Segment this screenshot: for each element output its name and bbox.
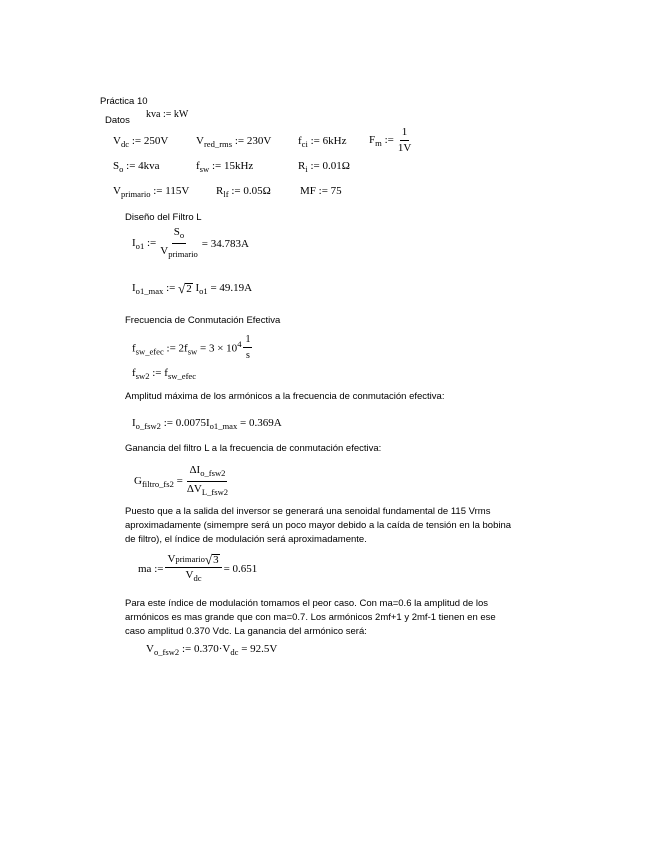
fm-equation: $F_m$ := $\frac{1}{1V}$ — [369, 126, 412, 154]
fsw-efec-equation: $f_{sw\_efec}$ := $2f_{sw} = 3 \times 10^4$ $\frac{1}{s}$ — [132, 334, 251, 361]
gfiltro-equation: $G_{filtro\_fs2}$ = $\frac{\Delta I_{o\_fsw2}}{\Delta V_{L\_fsw2}}$ — [134, 464, 229, 497]
fci-equation: $f_{ci}$ := 6kHz — [298, 135, 347, 149]
kva-definition: kva := kW — [146, 109, 189, 120]
so-equation: $S_o$ := 4kva — [113, 160, 160, 174]
ma-equation: ma := V primario √ 3 $V_{dc}$ = 0.651 — [138, 551, 258, 583]
vprimario-equation: $V_{primario}$ := 115V — [113, 185, 190, 199]
ri-equation: $R_i$ := 0.01Ω — [298, 160, 350, 174]
io-fsw2-equation: $I_{o\_fsw2}$ := $0.0075I_{o1\_max} = 0.369A$ — [132, 417, 282, 431]
ganancia-text: Ganancia del filtro L a la frecuencia de conmutación efectiva: — [125, 443, 382, 454]
paragraph-2: Para este índice de modulación tomamos el peor caso. Con ma=0.6 la amplitud de los armónicos es mas grande que con ma=0.7. Los armónicos 2mf+1 y 2mf-1 tienen en ese caso amplitud 0.370 Vdc. La ganancia del armónico será: — [125, 598, 496, 637]
rlf-equation: $R_{lf}$ := 0.05Ω — [216, 185, 271, 199]
frecuencia-heading: Frecuencia de Conmutación Efectiva — [125, 315, 281, 326]
mf-equation: MF := 75 — [300, 185, 342, 197]
datos-label: Datos — [105, 115, 130, 126]
vred-rms-equation: $V_{red\_rms}$ := 230V — [196, 135, 272, 149]
vdc-equation: $V_{dc}$ := 250V — [113, 135, 169, 149]
vo-fsw2-equation: $V_{o\_fsw2}$ := $0.370\cdot V_{dc} = 92.5V$ — [146, 643, 278, 657]
io1max-equation: $I_{o1\_max}$ := √ 2 $I_{o1} = 49.19A$ — [132, 281, 253, 296]
fsw2-equation: $f_{sw2}$ := $f_{sw\_efec}$ — [132, 367, 197, 381]
sqrt-symbol: √ 3 — [204, 551, 219, 567]
io1-equation: $I_{o1}$ := $\frac{S_o}{V_{primario}}$ = 34.783A — [132, 226, 249, 259]
diseno-heading: Diseño del Filtro L — [125, 212, 202, 223]
fsw-equation: $f_{sw}$ := 15kHz — [196, 160, 254, 174]
amplitud-text: Amplitud máxima de los armónicos a la frecuencia de conmutación efectiva: — [125, 391, 445, 402]
sqrt-symbol: √ 2 — [178, 281, 192, 296]
page-title: Práctica 10 — [100, 96, 148, 107]
paragraph-1: Puesto que a la salida del inversor se generará una senoidal fundamental de 115 Vrms aproximadamente (simempre será un poco mayor debido a la caída de tensión en la bobina de filtro), el índice de modulación será aproximadamente. — [125, 506, 512, 545]
